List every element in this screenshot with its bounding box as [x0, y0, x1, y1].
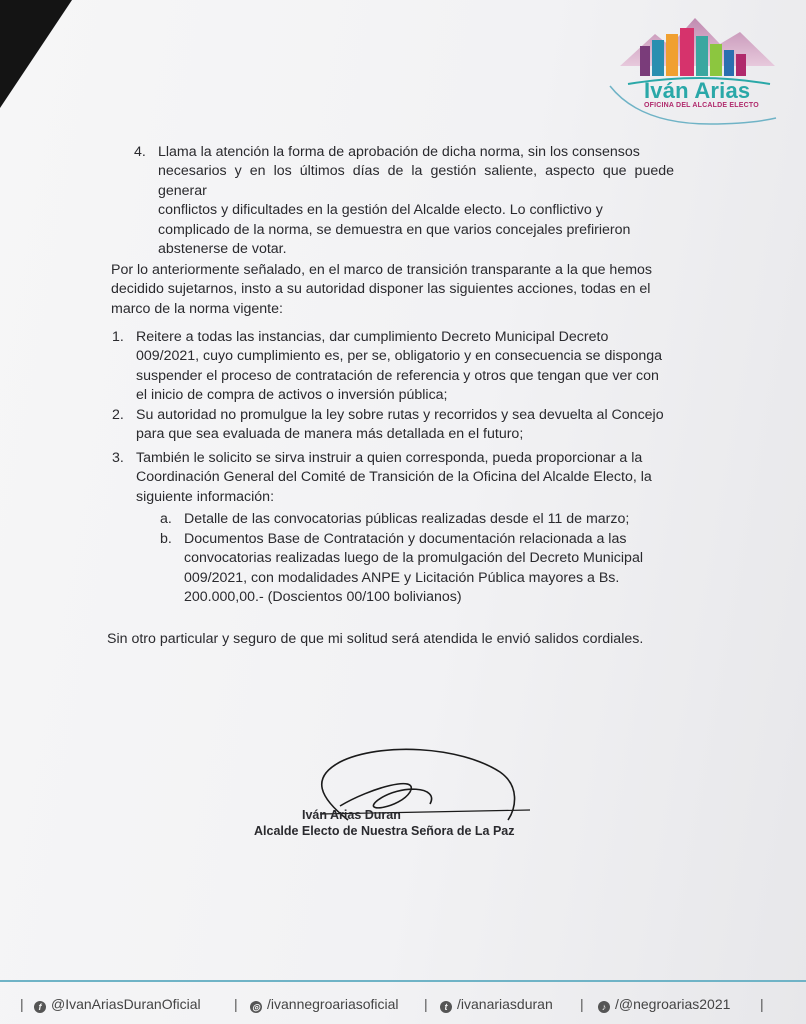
footer-separator: | — [580, 996, 584, 1012]
subitem-a-text — [184, 510, 672, 529]
intro-line: Por lo anteriormente señalado, en el marco de transición transparante a la que hemos — [111, 262, 653, 278]
footer-separator: | — [424, 996, 428, 1012]
facebook-handle[interactable] — [34, 996, 201, 1013]
subitem-line: 200.000,00.- (Doscientos 00/100 bolivianos) — [184, 589, 462, 606]
action-line: Su autoridad no promulgue la ley sobre rutas y recorridos y sea devuelta al Concejo — [136, 407, 664, 423]
dark-background-corner — [0, 0, 72, 108]
action-line: Reitere a todas las instancias, dar cumplimiento Decreto Municipal Decreto — [136, 329, 609, 345]
intro-line: marco de la norma vigente: — [111, 300, 283, 317]
item-4-line: conflictos y dificultades en la gestión del Alcalde electo. Lo conflictivo y — [158, 202, 603, 219]
twitter-handle-text: /ivanariasduran — [457, 996, 553, 1012]
item-4-line: complicado de la norma, se demuestra en que varios concejales prefirieron — [158, 221, 631, 238]
action-number: 2. — [112, 407, 124, 423]
action-line: el inicio de compra de activos o inversión pública; — [136, 387, 448, 404]
facebook-handle-text: @IvanAriasDuranOficial — [51, 996, 201, 1012]
subitem-line: 009/2021, con modalidades ANPE y Licitación Pública mayores a Bs. — [184, 569, 620, 586]
subitem-line: Documentos Base de Contratación y documentación relacionada a las — [184, 531, 627, 547]
footer-divider — [0, 980, 806, 982]
item-number: 4. — [134, 144, 146, 160]
action-3-text — [136, 449, 672, 507]
signatory-name: Iván Arias Duran — [302, 808, 401, 822]
instagram-icon: ◎ — [250, 1001, 262, 1013]
closing-sentence: Sin otro particular y seguro de que mi solitud será atendida le envió salidos cordiales. — [107, 631, 644, 647]
action-2-text — [136, 406, 672, 445]
subitem-line: convocatorias realizadas luego de la promulgación del Decreto Municipal — [184, 550, 643, 567]
tiktok-handle[interactable] — [598, 996, 730, 1013]
footer-separator: | — [20, 996, 24, 1012]
action-line: Coordinación General del Comité de Transición de la Oficina del Alcalde Electo, la — [136, 469, 652, 486]
social-footer — [20, 996, 800, 1016]
signatory-title: Alcalde Electo de Nuestra Señora de La Paz — [254, 824, 515, 838]
action-line: También le solicito se sirva instruir a quien corresponda, pueda proporcionar a la — [136, 450, 643, 466]
item-4-line: Llama la atención la forma de aprobación de dicha norma, sin los consensos — [158, 144, 640, 160]
subitem-b-text — [184, 530, 672, 608]
action-number: 1. — [112, 329, 124, 345]
facebook-icon: f — [34, 1001, 46, 1013]
tiktok-icon: ♪ — [598, 1001, 610, 1013]
action-line: para que sea evaluada de manera más detallada en el futuro; — [136, 426, 524, 443]
item-4-text — [158, 143, 674, 259]
twitter-icon: t — [440, 1001, 452, 1013]
footer-separator: | — [234, 996, 238, 1012]
subitem-letter: a. — [160, 511, 172, 527]
action-number: 3. — [112, 450, 124, 466]
action-line: suspender el proceso de contratación de referencia y otros que tengan que ver con — [136, 367, 659, 384]
intro-paragraph — [111, 261, 673, 319]
action-1-text — [136, 328, 672, 406]
action-line: siguiente información: — [136, 488, 275, 505]
instagram-handle[interactable] — [250, 996, 399, 1013]
subitem-line: Detalle de las convocatorias públicas realizadas desde el 11 de marzo; — [184, 511, 630, 527]
instagram-handle-text: /ivannegroariasoficial — [267, 996, 399, 1012]
logo-name: Iván Arias — [644, 78, 751, 103]
tiktok-handle-text: /@negroarias2021 — [615, 996, 731, 1012]
logo-subtitle: OFICINA DEL ALCALDE ELECTO — [644, 102, 759, 109]
item-4-line: necesarios y en los últimos días de la gestión saliente, aspecto que puede generar — [158, 163, 674, 199]
action-line: 009/2021, cuyo cumplimiento es, per se, obligatorio y en consecuencia se disponga — [136, 348, 663, 365]
city-skyline-logo — [600, 6, 790, 134]
footer-separator: | — [760, 996, 764, 1012]
item-4-line: abstenerse de votar. — [158, 241, 287, 258]
subitem-letter: b. — [160, 531, 172, 547]
intro-line: decidido sujetarnos, insto a su autoridad disponer las siguientes acciones, todas en el — [111, 281, 651, 298]
twitter-handle[interactable] — [440, 996, 553, 1013]
